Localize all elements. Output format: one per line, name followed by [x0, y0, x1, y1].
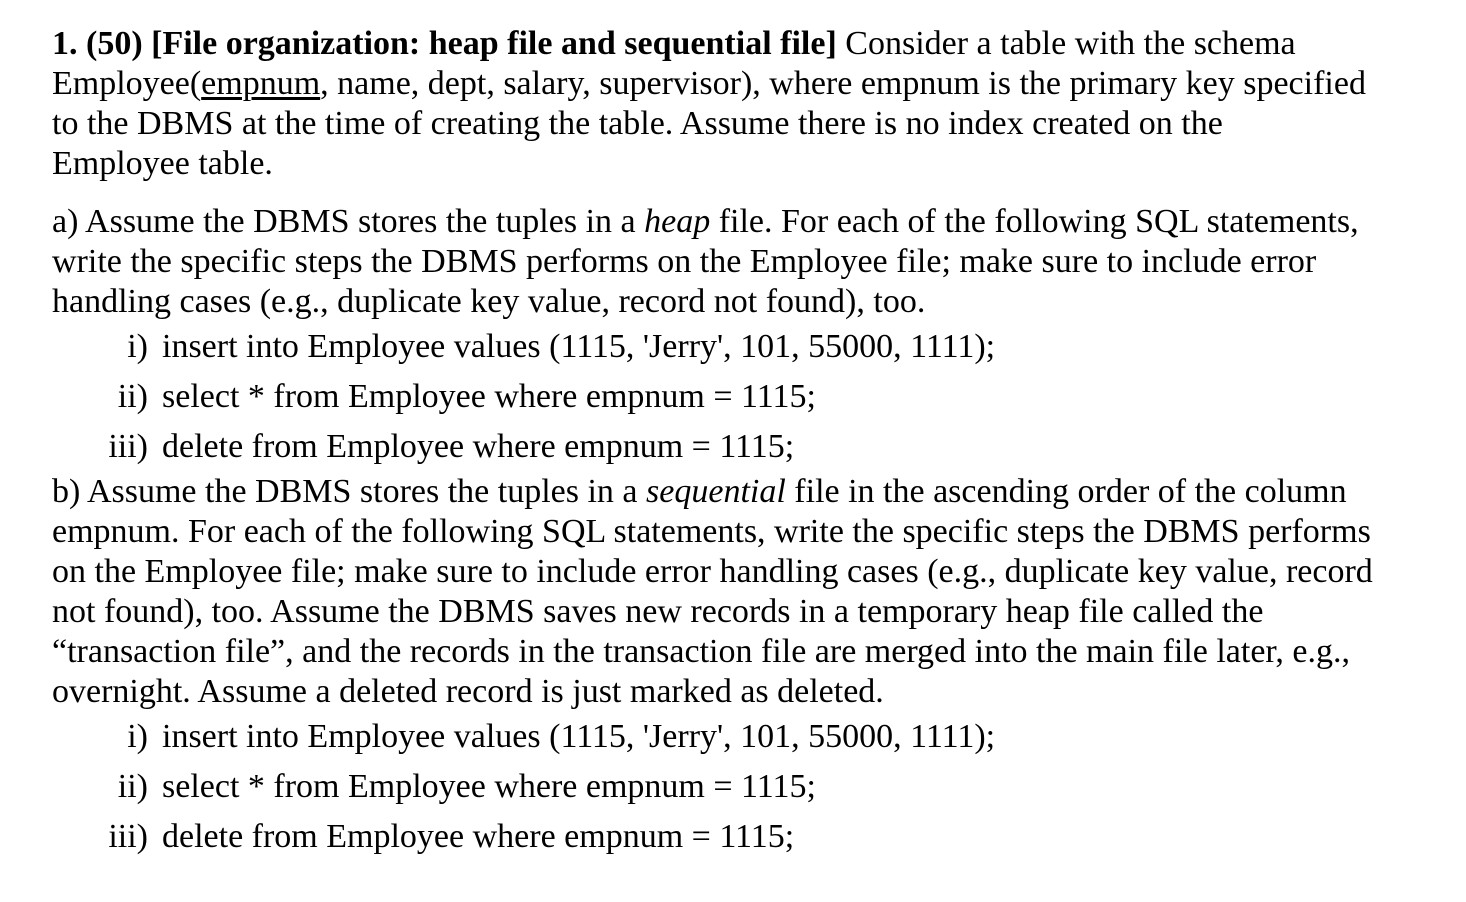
- part-b-line-3: on the Employee file; make sure to include error handling cases (e.g., duplicate key value, record: [52, 553, 1373, 590]
- item-text: delete from Employee where empnum = 1115;: [162, 818, 795, 855]
- item-number: ii): [117, 378, 148, 415]
- part-b-line-4: not found), too. Assume the DBMS saves new records in a temporary heap file called the: [52, 593, 1264, 630]
- part-b-line-2: empnum. For each of the following SQL statements, write the specific steps the DBMS performs: [52, 513, 1371, 550]
- part-b-line-1-suffix: file in the ascending order of the column: [785, 473, 1347, 510]
- intro-line-4: Employee table.: [52, 145, 273, 182]
- part-a-line-1-prefix: a) Assume the DBMS stores the tuples in a: [52, 203, 645, 240]
- intro-line-1-rest: Consider a table with the schema: [836, 25, 1296, 62]
- item-text: select * from Employee where empnum = 1115;: [162, 378, 816, 415]
- part-a-line-1: [52, 202, 1452, 242]
- part-a-line-2: write the specific steps the DBMS performs on the Employee file; make sure to include error: [52, 243, 1317, 280]
- schema-prefix: Employee(: [52, 65, 202, 102]
- item-text: insert into Employee values (1115, 'Jerry', 101, 55000, 1111);: [162, 328, 996, 365]
- part-b-italic-term: sequential: [646, 473, 786, 510]
- part-a-item-i: [92, 322, 1452, 372]
- item-number: i): [127, 328, 148, 365]
- schema-suffix: , name, dept, salary, supervisor), where empnum is the primary key specified: [320, 65, 1366, 102]
- part-a-italic-term: heap: [644, 203, 711, 240]
- item-text: delete from Employee where empnum = 1115;: [162, 428, 795, 465]
- item-text: insert into Employee values (1115, 'Jerry', 101, 55000, 1111);: [162, 718, 996, 755]
- part-a-item-iii: [92, 422, 1452, 472]
- part-b: [52, 472, 1452, 712]
- part-b-line-6: overnight. Assume a deleted record is just marked as deleted.: [52, 673, 884, 710]
- part-b-item-iii: [92, 812, 1452, 862]
- item-number: iii): [108, 428, 148, 465]
- document-body: [52, 24, 1452, 862]
- part-b-line-5: “transaction file”, and the records in the transaction file are merged into the main file later, e.g.,: [52, 633, 1350, 670]
- intro-line-3: to the DBMS at the time of creating the table. Assume there is no index created on the: [52, 105, 1223, 142]
- intro-line-2: [52, 64, 1452, 104]
- part-b-item-i: [92, 712, 1452, 762]
- item-number: i): [127, 718, 148, 755]
- item-number: iii): [108, 818, 148, 855]
- part-a-list: [52, 322, 1452, 472]
- part-a-item-ii: [92, 372, 1452, 422]
- part-b-line-1: [52, 472, 1452, 512]
- intro-line-1: [52, 24, 1452, 64]
- part-a-line-3: handling cases (e.g., duplicate key value, record not found), too.: [52, 283, 926, 320]
- item-text: select * from Employee where empnum = 1115;: [162, 768, 816, 805]
- paragraph-gap: [52, 184, 1452, 202]
- part-a: [52, 202, 1452, 322]
- question-heading: 1. (50) [File organization: heap file and sequential file]: [52, 25, 837, 62]
- part-a-line-1-suffix: file. For each of the following SQL statements,: [710, 203, 1359, 240]
- part-b-line-1-prefix: b) Assume the DBMS stores the tuples in a: [52, 473, 647, 510]
- part-b-item-ii: [92, 762, 1452, 812]
- question-intro: [52, 24, 1452, 184]
- primary-key-underlined: empnum: [201, 65, 321, 102]
- part-b-list: [52, 712, 1452, 862]
- item-number: ii): [117, 768, 148, 805]
